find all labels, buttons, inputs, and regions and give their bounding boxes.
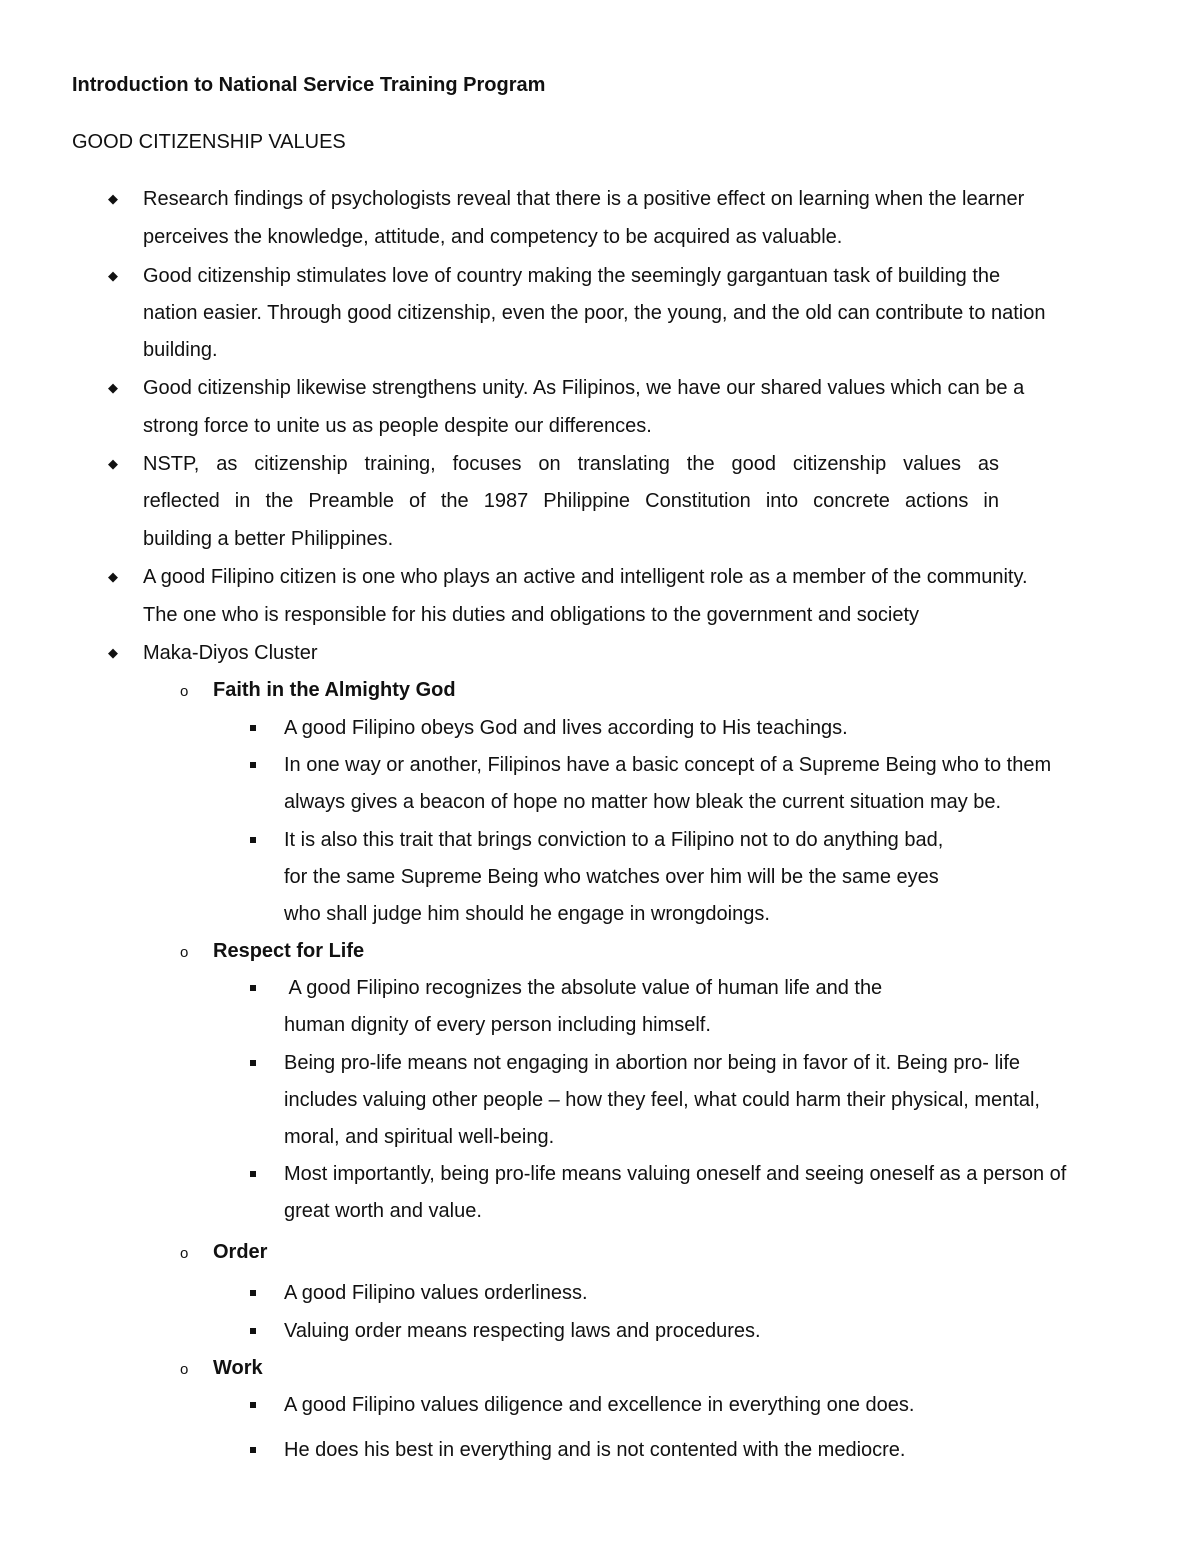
square-bullet-icon xyxy=(250,985,256,991)
cluster-heading: Respect for Life xyxy=(213,940,365,962)
item-text: Valuing order means respecting laws and procedures. xyxy=(284,1320,761,1342)
square-bullet-icon xyxy=(250,1447,256,1453)
bullet-text: A good Filipino citizen is one who plays an active and intelligent role as a member of the community. xyxy=(143,566,1028,588)
bullet-text: building a better Philippines. xyxy=(143,528,394,550)
bullet-text: perceives the knowledge, attitude, and competency to be acquired as valuable. xyxy=(143,226,843,248)
section-heading: GOOD CITIZENSHIP VALUES xyxy=(72,131,346,153)
square-bullet-icon xyxy=(250,725,256,731)
item-text: Most importantly, being pro-life means valuing oneself and seeing oneself as a person of xyxy=(284,1163,1067,1185)
item-text: human dignity of every person including himself. xyxy=(284,1014,711,1036)
bullet-diamond-icon: ◆ xyxy=(108,456,118,471)
square-bullet-icon xyxy=(250,1060,256,1066)
square-bullet-icon xyxy=(250,837,256,843)
item-text: Being pro-life means not engaging in abortion nor being in favor of it. Being pro- life xyxy=(284,1052,1021,1074)
bullet-text: The one who is responsible for his duties and obligations to the government and society xyxy=(143,604,920,626)
item-text: always gives a beacon of hope no matter how bleak the current situation may be. xyxy=(284,791,1002,813)
bullet-diamond-icon: ◆ xyxy=(108,191,118,206)
bullet-diamond-icon: ◆ xyxy=(108,268,118,283)
item-text: A good Filipino obeys God and lives according to His teachings. xyxy=(284,717,848,739)
square-bullet-icon xyxy=(250,1328,256,1334)
item-text: A good Filipino recognizes the absolute value of human life and the xyxy=(284,977,883,999)
sub-bullet-o-icon: o xyxy=(180,1361,189,1378)
square-bullet-icon xyxy=(250,1402,256,1408)
document-title: Introduction to National Service Training Program xyxy=(72,74,546,96)
bullet-diamond-icon: ◆ xyxy=(108,380,118,395)
square-bullet-icon xyxy=(250,1171,256,1177)
square-bullet-icon xyxy=(250,1290,256,1296)
square-bullet-icon xyxy=(250,762,256,768)
cluster-heading: Work xyxy=(213,1357,263,1379)
item-text: A good Filipino values diligence and excellence in everything one does. xyxy=(284,1394,915,1416)
item-text: It is also this trait that brings conviction to a Filipino not to do anything bad, xyxy=(284,829,944,851)
item-text: moral, and spiritual well-being. xyxy=(284,1126,555,1148)
bullet-text: Maka-Diyos Cluster xyxy=(143,642,318,664)
bullet-text: Research findings of psychologists reveal that there is a positive effect on learning when the learner xyxy=(143,188,1025,210)
item-text: for the same Supreme Being who watches over him will be the same eyes xyxy=(284,866,939,888)
bullet-text: reflected in the Preamble of the 1987 Philippine Constitution into concrete actions in xyxy=(143,490,999,512)
cluster-heading: Order xyxy=(213,1241,268,1263)
sub-bullet-o-icon: o xyxy=(180,944,189,961)
item-text: In one way or another, Filipinos have a basic concept of a Supreme Being who to them xyxy=(284,754,1052,776)
bullet-text: Good citizenship likewise strengthens unity. As Filipinos, we have our shared values which can be a xyxy=(143,377,1025,399)
sub-bullet-o-icon: o xyxy=(180,1245,189,1262)
item-text: who shall judge him should he engage in wrongdoings. xyxy=(284,903,770,925)
bullet-text: NSTP, as citizenship training, focuses on translating the good citizenship values as xyxy=(143,453,999,475)
cluster-heading: Faith in the Almighty God xyxy=(213,679,456,701)
sub-bullet-o-icon: o xyxy=(180,683,189,700)
bullet-text: nation easier. Through good citizenship, even the poor, the young, and the old can contribute to nation xyxy=(143,302,1046,324)
bullet-text: building. xyxy=(143,339,218,361)
item-text: A good Filipino values orderliness. xyxy=(284,1282,588,1304)
item-text: He does his best in everything and is not contented with the mediocre. xyxy=(284,1439,906,1461)
item-text: great worth and value. xyxy=(284,1200,482,1222)
bullet-text: strong force to unite us as people despite our differences. xyxy=(143,415,652,437)
item-text: includes valuing other people – how they feel, what could harm their physical, mental, xyxy=(284,1089,1040,1111)
bullet-text: Good citizenship stimulates love of country making the seemingly gargantuan task of building the xyxy=(143,265,1001,287)
bullet-diamond-icon: ◆ xyxy=(108,645,118,660)
bullet-diamond-icon: ◆ xyxy=(108,569,118,584)
